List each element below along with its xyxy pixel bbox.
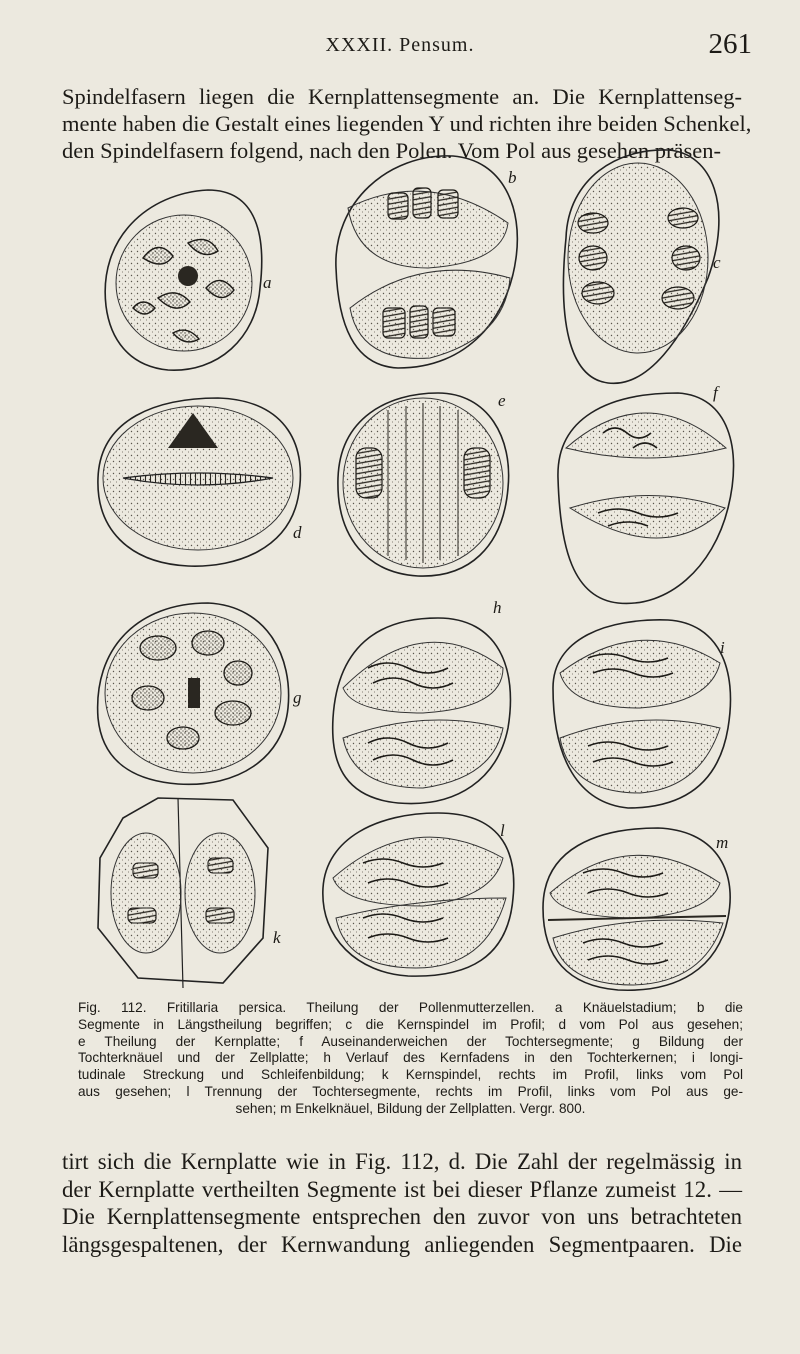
caption-line: Fig. 112. Fritillaria persica. Theilung der Pollenmutterzellen. a Knäuelstadium; b die [78, 1000, 743, 1015]
caption-line: sehen; m Enkelknäuel, Bildung der Zellplatten. Vergr. 800. [235, 1100, 586, 1116]
figure-112 [88, 148, 748, 1000]
cell-a [105, 190, 271, 370]
text-line: den Spindelfasern folgend, nach den Polen. Vom Pol aus gesehen präsen- [62, 138, 722, 163]
text-line: der Kernplatte vertheilten Segmente ist bei dieser Pflanze zumeist 12. — [62, 1176, 742, 1202]
caption-line: e Theilung der Kernplatte; f Auseinanderweichen der Tochtersegmente; g Bildung der [78, 1033, 743, 1049]
cell-l [323, 813, 514, 976]
page-number: 261 [708, 28, 752, 60]
cell-g [98, 603, 302, 784]
caption-line: tudinale Streckung und Schleifenbildung; k Kernspindel, rechts im Profil, links vom Pol [78, 1067, 743, 1083]
caption-line: Segmente in Längstheilung begriffen; c die Kernspindel im Profil; d vom Pol aus gesehen; [78, 1016, 743, 1032]
cell-d [98, 398, 302, 566]
cell-h [333, 598, 511, 804]
panel-label: m [716, 833, 729, 852]
panel-label: e [498, 391, 506, 410]
text-line: mente haben die Gestalt eines liegenden Y und richten ihre beiden Schenkel, [62, 111, 752, 136]
bottom-paragraph [62, 1148, 742, 1258]
cell-e [338, 391, 509, 576]
cell-k [98, 798, 281, 988]
running-title: XXXII. Pensum. [325, 34, 475, 56]
cell-f [558, 383, 734, 603]
caption-line: aus gesehen; l Trennung der Tochtersegmente, rechts im Profil, links vom Pol aus ge- [78, 1083, 743, 1099]
panel-label: d [293, 523, 302, 542]
cell-b [336, 156, 517, 368]
figure-illustration [88, 148, 748, 1000]
cell-m [543, 828, 730, 990]
panel-label: h [493, 598, 502, 617]
panel-label: a [263, 273, 272, 292]
text-line: tirt sich die Kernplatte wie in Fig. 112, d. Die Zahl der regelmässig in [62, 1149, 742, 1174]
panel-label: i [720, 638, 725, 657]
cell-c [563, 150, 721, 383]
panel-label: f [713, 383, 718, 402]
caption-line: Tochterknäuel und der Zellplatte; h Verlauf des Kernfadens in den Tochterkernen; i longi- [78, 1050, 743, 1066]
panel-label: g [293, 688, 302, 707]
text-line: längsgespaltenen, der Kernwandung anliegenden Segmentpaaren. Die [62, 1231, 742, 1257]
cell-i [553, 620, 731, 808]
panel-label: c [713, 253, 721, 272]
running-head [0, 28, 800, 64]
figure-caption [78, 1000, 743, 1118]
text-line: Die Kernplattensegmente entsprechen den zuvor von uns betrachteten [62, 1204, 742, 1229]
panel-label: l [500, 821, 505, 840]
panel-label: b [508, 168, 517, 187]
text-line: Spindelfasern liegen die Kernplattensegmente an. Die Kernplattenseg- [62, 84, 742, 109]
panel-label: k [273, 928, 281, 947]
